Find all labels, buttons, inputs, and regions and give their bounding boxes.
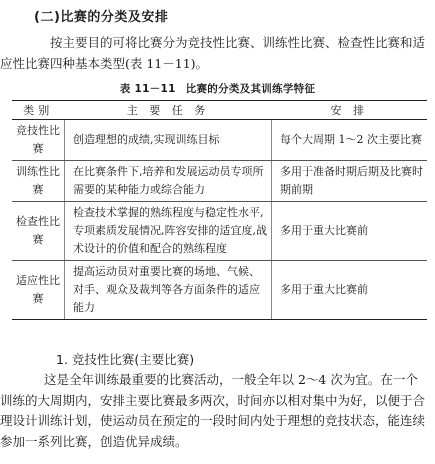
table-row bbox=[12, 120, 427, 161]
row-category: 适应性比赛 bbox=[12, 261, 65, 320]
row-arrangement: 多用于准备时期后期及比赛时期前期 bbox=[272, 161, 428, 202]
header-arrangement: 安 排 bbox=[272, 101, 428, 120]
header-task: 主 要 任 务 bbox=[65, 101, 272, 120]
subsection-paragraph: 这是全年训练最重要的比赛活动，一般全年以 2～4 次为宜。在一个训练的大周期内，安排主要比赛最多两次，时间亦以相对集中为好，以便于合理设计训练计划，使运动员在预定的一段时间内处于理想的竞技状态，能连续参加一系列比赛，创造优异成绩。 bbox=[0, 372, 426, 449]
row-category: 检查性比赛 bbox=[12, 202, 65, 261]
row-arrangement: 每个大周期 1～2 次主要比赛 bbox=[272, 120, 428, 161]
table-caption-number: 表 11－11 bbox=[119, 83, 176, 95]
subsection-heading: 1. 竞技性比赛(主要比赛) bbox=[56, 352, 195, 367]
row-task: 在比赛条件下,培养和发展运动员专项所需要的某种能力或综合能力 bbox=[65, 161, 272, 202]
row-arrangement: 多用于重大比赛前 bbox=[272, 202, 428, 261]
row-category: 竞技性比赛 bbox=[12, 120, 65, 161]
intro-paragraph: 按主要目的可将比赛分为竞技性比赛、训练性比赛、检查性比赛和适应性比赛四种基本类型(表 11－11)。 bbox=[0, 35, 426, 71]
table-caption bbox=[0, 81, 435, 96]
table-caption-title: 比赛的分类及其训练学特征 bbox=[185, 83, 316, 95]
table-header-row bbox=[12, 101, 427, 120]
header-category: 类别 bbox=[12, 101, 65, 120]
section-heading: (二)比赛的分类及安排 bbox=[34, 10, 169, 25]
table-row bbox=[12, 202, 427, 261]
row-category: 训练性比赛 bbox=[12, 161, 65, 202]
table-row bbox=[12, 161, 427, 202]
row-task: 提高运动员对重要比赛的场地、气候、对手、观众及裁判等各方面条件的适应能力 bbox=[65, 261, 272, 320]
row-arrangement: 多用于重大比赛前 bbox=[272, 261, 428, 320]
row-task: 检查技术掌握的熟练程度与稳定性水平,专项素质发展情况,阵容安排的适宜度,战术设计的价值和配合的熟练程度 bbox=[65, 202, 272, 261]
table-row bbox=[12, 261, 427, 320]
competition-table bbox=[12, 100, 427, 320]
row-task: 创造理想的成绩,实现训练目标 bbox=[65, 120, 272, 161]
